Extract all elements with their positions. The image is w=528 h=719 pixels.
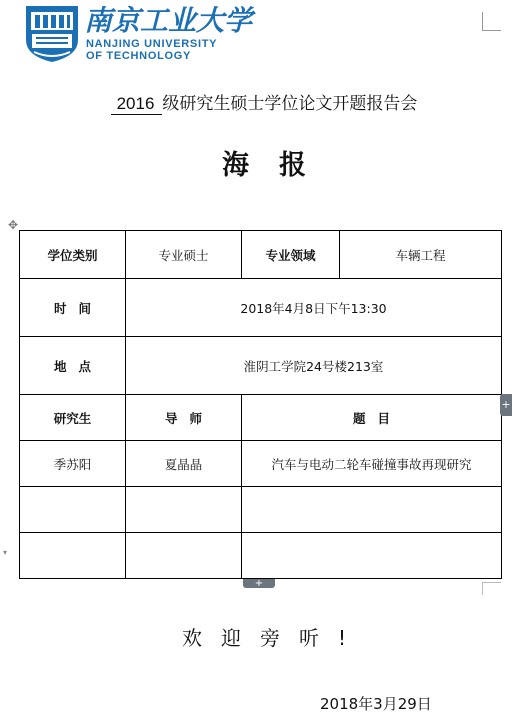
table-row bbox=[20, 279, 502, 337]
poster-date: 2018年3月29日 bbox=[320, 695, 432, 713]
time-label: 时间 bbox=[20, 279, 126, 337]
add-row-handle-icon[interactable]: + bbox=[243, 579, 275, 588]
place-label: 地点 bbox=[20, 337, 126, 395]
university-badge-icon bbox=[22, 4, 82, 64]
empty-cell[interactable] bbox=[20, 533, 126, 579]
place-value[interactable]: 淮阴工学院24号楼213室 bbox=[126, 337, 502, 395]
heading-year: 2016 bbox=[111, 94, 163, 115]
table-header-row bbox=[20, 395, 502, 441]
event-heading bbox=[0, 88, 528, 120]
table-row-empty bbox=[20, 533, 502, 579]
empty-cell[interactable] bbox=[126, 487, 242, 533]
add-column-handle-icon[interactable]: + bbox=[500, 394, 512, 416]
empty-cell[interactable] bbox=[20, 487, 126, 533]
column-header-student: 研究生 bbox=[20, 395, 126, 441]
table-row-empty bbox=[20, 487, 502, 533]
field-label: 专业领域 bbox=[242, 231, 340, 279]
field-value[interactable]: 车辆工程 bbox=[340, 231, 502, 279]
column-header-advisor: 导师 bbox=[126, 395, 242, 441]
table-row bbox=[20, 231, 502, 279]
degree-type-value[interactable]: 专业硕士 bbox=[126, 231, 242, 279]
empty-cell[interactable] bbox=[242, 487, 502, 533]
column-header-topic: 题目 bbox=[242, 395, 502, 441]
info-table bbox=[19, 230, 502, 579]
empty-cell[interactable] bbox=[126, 533, 242, 579]
university-name-en-line1: NANJING UNIVERSITY bbox=[86, 38, 218, 50]
university-name-cn: 南京工业大学 bbox=[84, 4, 253, 37]
page-corner-mark bbox=[482, 12, 501, 31]
university-name-en-line2: OF TECHNOLOGY bbox=[86, 50, 192, 62]
time-value[interactable]: 2018年4月8日下午13:30 bbox=[126, 279, 502, 337]
topic-cell[interactable]: 汽车与电动二轮车碰撞事故再现研究 bbox=[242, 441, 502, 487]
page-corner-mark bbox=[482, 582, 501, 595]
table-row bbox=[20, 441, 502, 487]
heading-text: 级研究生硕士学位论文开题报告会 bbox=[162, 94, 418, 114]
university-name-en bbox=[86, 39, 236, 63]
row-marker-icon: ▾ bbox=[3, 548, 8, 557]
empty-cell[interactable] bbox=[242, 533, 502, 579]
table-row bbox=[20, 337, 502, 395]
advisor-cell[interactable]: 夏晶晶 bbox=[126, 441, 242, 487]
table-move-handle-icon[interactable]: ✥ bbox=[7, 218, 19, 232]
degree-type-label: 学位类别 bbox=[20, 231, 126, 279]
poster-title: 海报 bbox=[222, 150, 336, 181]
student-cell[interactable]: 季苏阳 bbox=[20, 441, 126, 487]
university-logo bbox=[22, 4, 253, 64]
welcome-text: 欢迎旁听! bbox=[181, 626, 366, 650]
